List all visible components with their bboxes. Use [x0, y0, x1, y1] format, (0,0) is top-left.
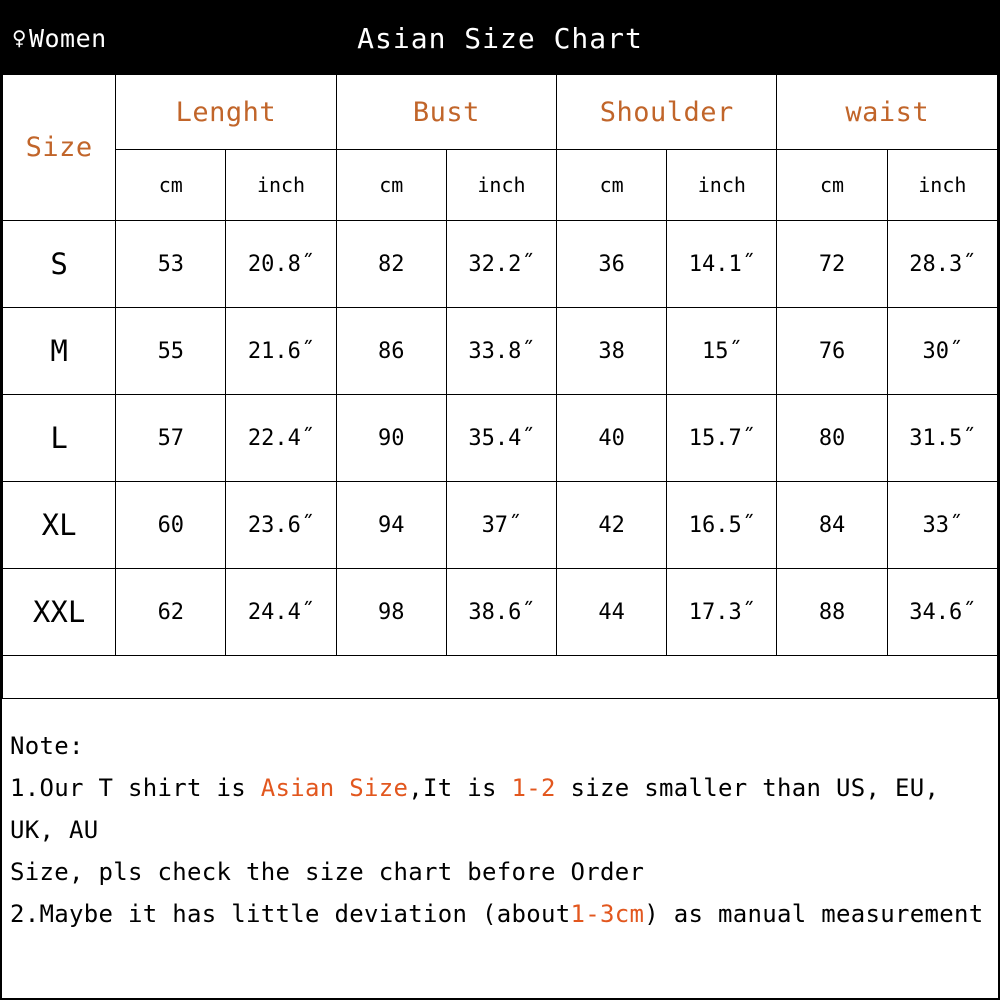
header-category-label: Women: [28, 23, 107, 53]
note-highlight-1-2: 1-2: [511, 774, 556, 802]
cell-waist-inch: 28.3˝: [887, 221, 997, 308]
note-highlight-asian-size: Asian Size: [260, 774, 409, 802]
cell-shoulder-inch: 15˝: [667, 308, 777, 395]
cell-waist-inch: 33˝: [887, 482, 997, 569]
column-header-size: Size: [3, 75, 116, 221]
column-header-length: Lenght: [116, 75, 336, 150]
table-row: [3, 221, 998, 308]
cell-length-cm: 53: [116, 221, 226, 308]
column-header-waist: waist: [777, 75, 998, 150]
cell-bust-cm: 94: [336, 482, 446, 569]
note-line-1-part-a: 1.Our T shirt is: [10, 774, 261, 802]
table-row: [3, 308, 998, 395]
cell-length-cm: 62: [116, 569, 226, 656]
spacer-cell: [3, 656, 998, 699]
cell-bust-cm: 98: [336, 569, 446, 656]
cell-waist-cm: 84: [777, 482, 887, 569]
cell-length-inch: 22.4˝: [226, 395, 336, 482]
unit-header-waist-cm: cm: [777, 150, 887, 221]
note-line-2: Size, pls check the size chart before Order: [10, 858, 645, 886]
note-line-1-part-b: ,It is: [408, 774, 512, 802]
cell-length-cm: 55: [116, 308, 226, 395]
row-size-label: S: [3, 221, 116, 308]
cell-shoulder-inch: 14.1˝: [667, 221, 777, 308]
cell-waist-inch: 30˝: [887, 308, 997, 395]
note-line-1: [10, 767, 990, 851]
cell-length-inch: 21.6˝: [226, 308, 336, 395]
note-line-3-part-b: ) as manual measurement: [644, 900, 984, 928]
column-header-shoulder: Shoulder: [557, 75, 777, 150]
table-row: [3, 395, 998, 482]
cell-length-cm: 57: [116, 395, 226, 482]
unit-header-bust-inch: inch: [446, 150, 556, 221]
note-line-1-part-c: size smaller than US, EU, UK, AU: [10, 774, 954, 844]
cell-bust-cm: 82: [336, 221, 446, 308]
cell-bust-inch: 38.6˝: [446, 569, 556, 656]
cell-shoulder-inch: 17.3˝: [667, 569, 777, 656]
header-left-group: [2, 24, 107, 53]
unit-header-length-inch: inch: [226, 150, 336, 221]
column-header-bust: Bust: [336, 75, 556, 150]
size-chart-table: [2, 74, 998, 699]
row-size-label: XL: [3, 482, 116, 569]
page-title: Asian Size Chart: [357, 21, 643, 55]
table-header-group-row: [3, 75, 998, 150]
cell-bust-inch: 32.2˝: [446, 221, 556, 308]
row-size-label: M: [3, 308, 116, 395]
cell-length-cm: 60: [116, 482, 226, 569]
note-line-3: [10, 893, 990, 935]
cell-shoulder-cm: 40: [557, 395, 667, 482]
unit-header-shoulder-inch: inch: [667, 150, 777, 221]
unit-header-waist-inch: inch: [887, 150, 997, 221]
row-size-label: L: [3, 395, 116, 482]
cell-waist-inch: 31.5˝: [887, 395, 997, 482]
cell-waist-cm: 88: [777, 569, 887, 656]
cell-bust-inch: 35.4˝: [446, 395, 556, 482]
note-line-3-part-a: 2.Maybe it has little deviation (about: [10, 900, 571, 928]
row-size-label: XXL: [3, 569, 116, 656]
note-title: Note:: [10, 732, 84, 760]
header-bar: [2, 2, 998, 74]
cell-bust-inch: 37˝: [446, 482, 556, 569]
table-row: [3, 482, 998, 569]
cell-waist-cm: 76: [777, 308, 887, 395]
cell-length-inch: 20.8˝: [226, 221, 336, 308]
cell-bust-cm: 86: [336, 308, 446, 395]
venus-icon: ♀: [12, 24, 27, 52]
cell-length-inch: 24.4˝: [226, 569, 336, 656]
unit-header-length-cm: cm: [116, 150, 226, 221]
cell-shoulder-cm: 44: [557, 569, 667, 656]
table-header-unit-row: [3, 150, 998, 221]
cell-length-inch: 23.6˝: [226, 482, 336, 569]
cell-shoulder-inch: 15.7˝: [667, 395, 777, 482]
cell-bust-cm: 90: [336, 395, 446, 482]
table-row: [3, 569, 998, 656]
cell-shoulder-cm: 36: [557, 221, 667, 308]
cell-shoulder-cm: 38: [557, 308, 667, 395]
cell-waist-inch: 34.6˝: [887, 569, 997, 656]
unit-header-bust-cm: cm: [336, 150, 446, 221]
cell-shoulder-cm: 42: [557, 482, 667, 569]
cell-shoulder-inch: 16.5˝: [667, 482, 777, 569]
cell-waist-cm: 80: [777, 395, 887, 482]
cell-waist-cm: 72: [777, 221, 887, 308]
note-block: [2, 699, 998, 935]
cell-bust-inch: 33.8˝: [446, 308, 556, 395]
unit-header-shoulder-cm: cm: [557, 150, 667, 221]
note-highlight-1-3cm: 1-3cm: [570, 900, 645, 928]
table-bottom-spacer-row: [3, 656, 998, 699]
